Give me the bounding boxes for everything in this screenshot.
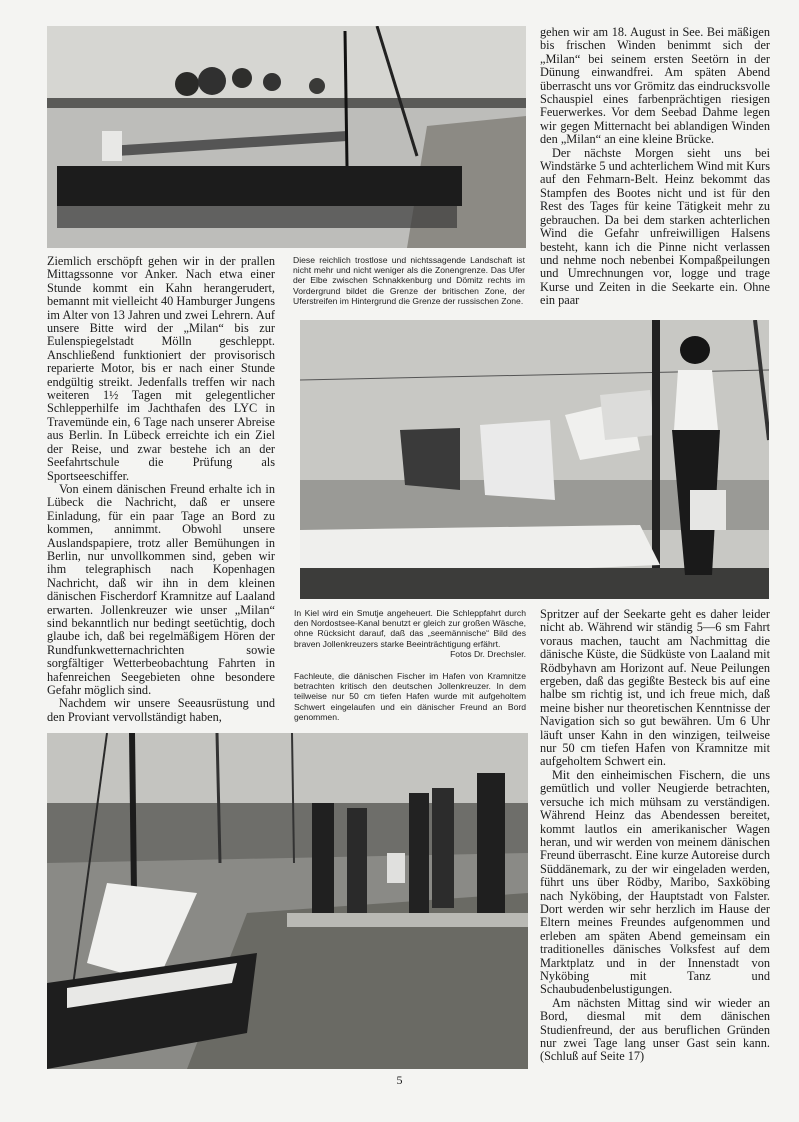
photo-sailboat-shore [47,26,526,248]
fishermen-at-harbor-photo-icon [47,733,528,1069]
left-column-paragraph: Nachdem wir unsere Seeausrüstung und den Proviant vervollständigt haben, [47,696,275,724]
left-column [47,255,275,724]
caption-kiel-text: In Kiel wird ein Smutje angeheuert. Die Schleppfahrt durch den Nordostsee-Kanal benutzt er gleich zur großen Wäsche, ohne Rücksicht darauf, daß das „seemännische“ Bild des braven Jollenkreuzers starke Beeinträchtigung erfährt. [294,608,526,649]
right-top-column [540,26,770,308]
photo-credit: Fotos Dr. Drechsler. [450,648,526,659]
woman-with-laundry-on-sailboat-photo-icon [300,320,769,599]
left-column-paragraph: Ziemlich erschöpft gehen wir in der prallen Mittagssonne vor Anker. Nach etwa einer Stunde kommt ein Kahn herangerudert, bemannt mit vielleicht 40 Hamburger Jungens im Alter von 13 Jahren und zwei Lehrern. Auf unsere Bitte wird der „Milan“ bis zur Eulenspiegelstadt Mölln geschleppt. Anschließend funktioniert der provisorisch reparierte Motor, bis er nach einer Stunde endgültig streikt. Jedenfalls treffen wir nach weiteren 1½ Tagen mit gelegentlicher Schlepperhilfe im Jachthafen des LYC in Travemünde ein, 6 Tage nach unserer Abreise aus Berlin. In Lübeck erreichte ich ein Ziel der Reise, und zwar bestehe ich an der Seefahrtschule die Prüfung als Sportseeschiffer. [47,254,275,483]
caption-elbe: Diese reichlich trostlose und nichtssagende Landschaft ist nicht mehr und nicht weniger als die Zonengrenze. Das Ufer der Elbe zwischen Schnakkenburg und Dömitz rechts im Vordergrund bildet die Grenze der britischen Zone, der Uferstreifen im Hintergrund die Grenze der russischen Zone. [293,255,525,306]
photo-laundry [300,320,769,599]
left-column-paragraph: Von einem dänischen Freund erhalte ich in Lübeck die Nachricht, daß er unsere Einladung, für ein paar Tage an Bord zu kommen, annimmt. Obwohl unsere Auslandspapiere, trotz aller Bemühungen in Berlin, nur unvollkommen sind, geben wir ihm telegraphisch nach Kopenhagen Nachricht, daß wir ihn in dem kleinen dänischen Fischerdorf Kramnitze auf Laaland erwarten. Jollenkreuzer wie unser „Milan“ sind bekanntlich nur bedingt seetüchtig, doch glaube ich, daß bei regelmäßigem Hören der Rundfunkwetternachrichten sowie sorgfältiger Wetterbeobachtung Fahrten in hafenreichen Seegebieten ohne besondere Gefahr möglich sind. [47,481,275,697]
right-column-paragraph: Spritzer auf der Seekarte geht es daher leider nicht ab. Während wir ständig 5—6 sm Fahrt voraus machen, taucht am Nachmittag die dänische Küste, die Südküste von Laaland mit Rödbyhavn am Horizont auf. Neue Peilungen ergeben, daß das gegißte Besteck bis auf eine halbe sm richtig ist, und ich freue mich, daß meine bisher nur theoretischen Kenntnisse der Navigation sich so gut bewähren. Um 6 Uhr läuft unser Kahn in den winzigen, teilweise nur 50 cm tiefen Hafen von Kramnitze mit aufgeholtem Schwert ein. [540,607,770,769]
right-column-paragraph: Mit den einheimischen Fischern, die uns gemütlich und voller Neugierde betrachten, versuche ich mich mühsam zu verständigen. Während Heinz das Abendessen bereitet, kommt lautlos ein amerikanischer Wagen heran, und wir werden von meinem dänischen Freund überrascht. Eine kurze Autoreise durch Süddänemark, zu der wir eingeladen werden, führt uns über Rödby, Maribo, Saxköbing nach Nyköbing, der Hauptstadt von Falster. Dort werden wir sehr herzlich im Hause der Eltern meines Freundes aufgenommen und erleben am späten Abend gemeinsam ein traditionelles dänisches Volksfest auf dem Marktplatz und in der Innenstadt von Nyköbing mit Tanz und Schaubudenbelustigungen. [540,767,770,997]
right-column-paragraph: Am nächsten Mittag sind wir wieder an Bord, diesmal mit dem dänischen Studienfreund, der aus beruflichen Gründen nur zwei Tage lang unser Gast sein kann. (Schluß auf Seite 17) [540,995,770,1064]
sailboat-on-shore-photo-icon [47,26,526,248]
right-bottom-column [540,608,770,1064]
right-column-paragraph: Der nächste Morgen sieht uns bei Windstärke 5 und achterlichem Wind mit Kurs auf den Fehmarn-Belt. Heinz bekommt das Stampfen des Bootes nicht und ist für den Rest des Tages für keine Tätigkeit mehr zu gebrauchen. Da bei dem starken achterlichen Wind die Gefahr unfreiwilligen Halsens besteht, kann ich die Pinne nicht verlassen und nehme noch nebenbei Kompaßpeilungen und Umrechnungen vor, logge und trage Kurse und Zeiten in die Seekarte ein. Ohne ein paar [540,145,770,308]
caption-fischer: Fachleute, die dänischen Fischer im Hafen von Kramnitze betrachten kritisch den deutschen Jollenkreuzer. In dem teilweise nur 50 cm tiefen Hafen wurde mit aufgeholtem Schwert eingelaufen und ein dänischer Freund an Bord genommen. [294,671,526,722]
right-column-paragraph: gehen wir am 18. August in See. Bei mäßigen bis frischen Winden benimmt sich der „Milan“ bei seinem ersten Seetörn in der Dünung einwandfrei. Am späten Abend überrascht uns vor Grömitz das eindrucksvolle Schauspiel eines farbenprächtigen riesigen Feuerwerkes. Vor dem Seebad Dahme legen wir gegen Mitternacht bei ablandigen Winden den „Milan“ an eine kleine Brücke. [540,25,770,147]
page-number: 5 [396,1073,403,1087]
caption-kiel [294,608,526,659]
photo-harbor [47,733,528,1069]
